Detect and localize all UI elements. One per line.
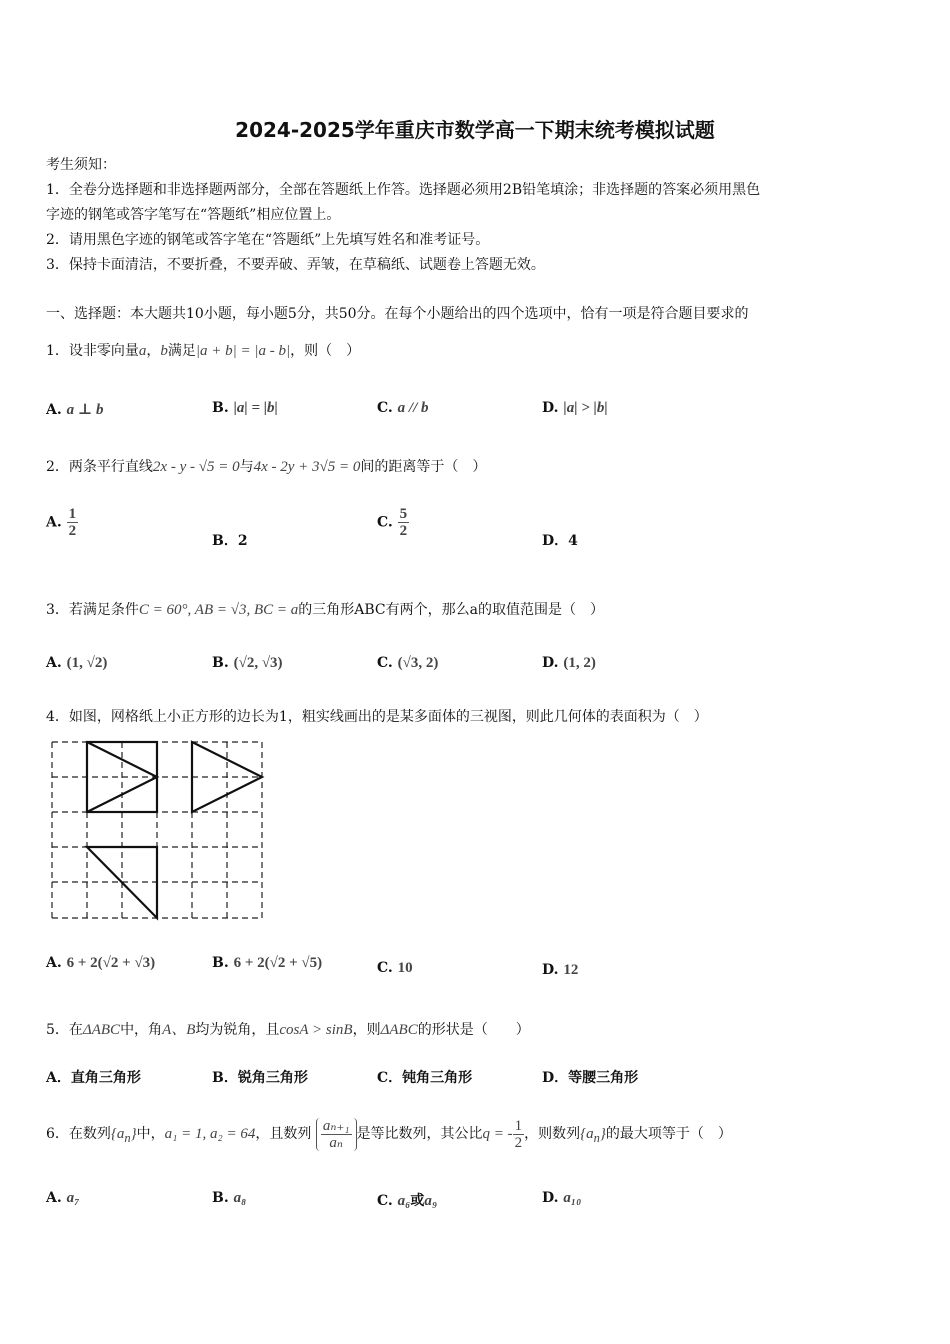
option-c[interactable]: C. (√3, 2) [377, 655, 439, 671]
option-d[interactable]: D．等腰三角形 [542, 1070, 639, 1086]
option-b[interactable]: B．锐角三角形 [212, 1070, 308, 1086]
option-b[interactable]: B. (√2, √3) [212, 655, 283, 671]
question-6: 6．在数列$\{a_n\}$中，a₁ = 1, a₂ = 64，且数列 $\frac{\text{aₙ₊₁}}{\text{aₙ}}$ 是等比数列，其公比q = - $\frac{1}{2}$ ，则数列$\{a_n\}$的最大项等于（ ） [46, 1117, 732, 1151]
question-3: 3．若满足条件C = 60°, AB = √3, BC = a的三角形ABC有两个，那么a的取值范围是（ ） [46, 602, 604, 618]
notice-item: 1．全卷分选择题和非选择题两部分，全部在答题纸上作答。选择题必须用2B铅笔填涂；非选择题的答案必须用黑色 [46, 182, 761, 198]
option-d[interactable]: D. |a| > |b| [542, 400, 608, 416]
option-c[interactable]: C. a // b [377, 400, 429, 416]
notice-item: 3．保持卡面清洁，不要折叠，不要弄破、弄皱，在草稿纸、试题卷上答题无效。 [46, 257, 545, 273]
option-a[interactable]: A. $\frac{1}{2}$ [46, 506, 77, 539]
solid-views [87, 742, 262, 918]
option-a[interactable]: A. a ⊥ b [46, 402, 104, 418]
three-view-figure [50, 740, 266, 924]
page-title: 2024-2025学年重庆市数学高一下期末统考模拟试题 [235, 118, 715, 142]
option-c[interactable]: C. $\frac{5}{2}$ [377, 506, 408, 539]
notice-item: 2．请用黑色字迹的钢笔或答字笔在“答题纸”上先填写姓名和准考证号。 [46, 232, 490, 248]
option-d[interactable]: D. a₁₀ [542, 1190, 582, 1206]
option-b[interactable]: B. a₈ [212, 1190, 247, 1206]
option-c[interactable]: C. a₆或a₉ [377, 1193, 438, 1209]
notice-item: 字迹的钢笔或答字笔写在“答题纸”相应位置上。 [46, 207, 341, 223]
question-4: 4．如图，网格纸上小正方形的边长为1，粗实线画出的是某多面体的三视图，则此几何体的表面积为（ ） [46, 709, 708, 725]
option-b[interactable]: B. 6 + 2(√2 + √5) [212, 955, 323, 971]
option-a[interactable]: A. (1, √2) [46, 655, 108, 671]
option-d[interactable]: D. (1, 2) [542, 655, 596, 671]
option-d[interactable]: D. 12 [542, 962, 579, 978]
option-b[interactable]: B. |a| = |b| [212, 400, 278, 416]
notice-heading: 考生须知： [46, 157, 116, 173]
option-a[interactable]: A. a₇ [46, 1190, 80, 1206]
question-5: 5．在ΔABC中，角A、B均为锐角，且cosA > sinB，则ΔABC的形状是（ ） [46, 1022, 530, 1038]
section-heading: 一、选择题：本大题共10小题，每小题5分，共50分。在每个小题给出的四个选项中，恰有一项是符合题目要求的 [46, 306, 749, 322]
option-b[interactable]: B．2 [212, 533, 248, 549]
option-c[interactable]: C．钝角三角形 [377, 1070, 473, 1086]
option-c[interactable]: C. 10 [377, 960, 413, 976]
question-1: 1．设非零向量a，b满足|a + b| = |a - b|，则（ ） [46, 343, 361, 359]
question-2: 2．两条平行直线2x - y - √5 = 0与4x - 2y + 3√5 = 0间的距离等于（ ） [46, 459, 487, 475]
option-a[interactable]: A．直角三角形 [46, 1070, 141, 1086]
option-a[interactable]: A. 6 + 2(√2 + √3) [46, 955, 156, 971]
option-d[interactable]: D．4 [542, 533, 578, 549]
